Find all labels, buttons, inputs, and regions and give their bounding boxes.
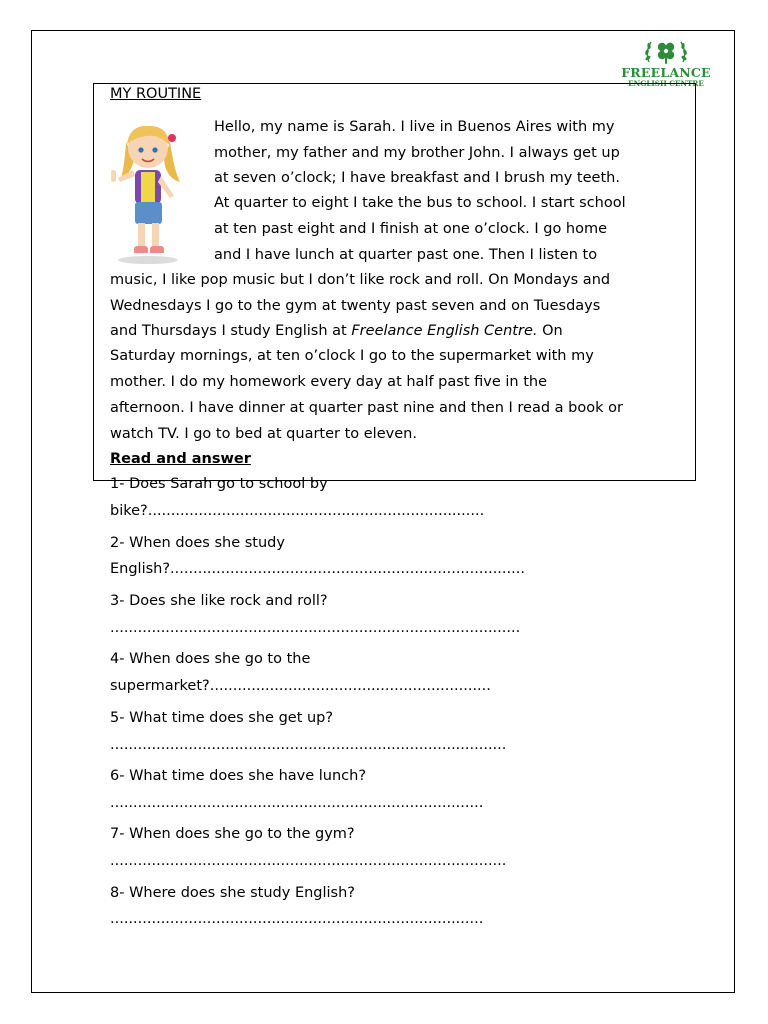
story-line (110, 322, 563, 340)
section-heading: Read and answer (110, 451, 251, 467)
story-text: On (537, 323, 563, 339)
story-line: and I have lunch at quarter past one. Then I listen to (214, 247, 598, 263)
story-line: music, I like pop music but I don’t like rock and roll. On Mondays and (110, 272, 611, 288)
story-line: At quarter to eight I take the bus to school. I start school (214, 195, 626, 211)
girl-illustration (108, 120, 188, 265)
question-text: 8- Where does she study English? (110, 885, 355, 901)
page-title: MY ROUTINE (110, 86, 202, 102)
answer-line[interactable]: ................................................................................. (110, 911, 484, 927)
answer-line[interactable]: bike?......................................................................... (110, 503, 485, 519)
clover-laurel-icon (641, 36, 691, 66)
question-text: 3- Does she like rock and roll? (110, 593, 328, 609)
question-text: 7- When does she go to the gym? (110, 826, 355, 842)
answer-line[interactable]: English?............................................................................. (110, 561, 525, 577)
story-line: mother, my father and my brother John. I always get up (214, 145, 620, 161)
school-name: Freelance English Centre. (351, 323, 538, 339)
story-line: Wednesdays I go to the gym at twenty past seven and on Tuesdays (110, 298, 601, 314)
story-line: watch TV. I go to bed at quarter to eleven. (110, 426, 417, 442)
story-line: at ten past eight and I finish at one o’clock. I go home (214, 221, 608, 237)
logo-subtitle: ENGLISH CENTRE (628, 79, 704, 88)
question-text: 1- Does Sarah go to school by (110, 476, 328, 492)
answer-line[interactable]: ................................................................................. (110, 795, 484, 811)
story-line: at seven o’clock; I have breakfast and I brush my teeth. (214, 170, 620, 186)
question-text: 6- What time does she have lunch? (110, 768, 367, 784)
question-text: 5- What time does she get up? (110, 710, 334, 726)
question-text: 4- When does she go to the (110, 651, 311, 667)
answer-line[interactable]: ...................................................................................... (110, 853, 507, 869)
question-text: 2- When does she study (110, 535, 285, 551)
answer-line[interactable]: ......................................................................................... (110, 620, 521, 636)
answer-line[interactable]: supermarket?............................................................. (110, 678, 491, 694)
answer-line[interactable]: ...................................................................................... (110, 737, 507, 753)
story-line: afternoon. I have dinner at quarter past nine and then I read a book or (110, 400, 623, 416)
story-line: Hello, my name is Sarah. I live in Buenos Aires with my (214, 119, 615, 135)
story-line: mother. I do my homework every day at half past five in the (110, 374, 547, 390)
story-text: and Thursdays I study English at (110, 323, 352, 339)
story-line: Saturday mornings, at ten o’clock I go to the supermarket with my (110, 348, 594, 364)
logo-brand: FREELANCE (621, 65, 711, 80)
